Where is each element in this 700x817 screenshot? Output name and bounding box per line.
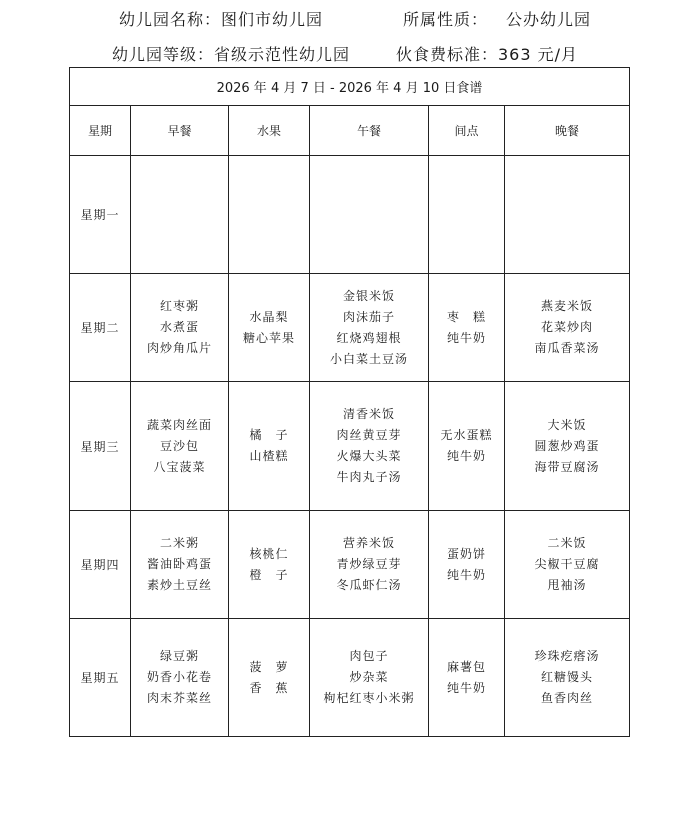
menu-item: 豆沙包: [159, 438, 199, 453]
menu-item: 橙 子: [249, 567, 289, 582]
menu-item: 水煮蛋: [159, 320, 199, 334]
menu-item: 山楂糕: [249, 449, 289, 463]
menu-item: 肉丝黄豆芽: [336, 428, 402, 442]
menu-item: 肉末芥菜丝: [146, 691, 212, 705]
dinner-cell: [505, 619, 630, 737]
column-header-lunch: 午餐: [310, 106, 429, 156]
snack-cell: [429, 619, 505, 737]
lunch-cell: [310, 511, 429, 619]
menu-item: 奶香小花卷: [146, 670, 212, 684]
menu-item: 纯牛奶: [446, 567, 486, 582]
dinner-cell: [505, 156, 630, 274]
kindergarten-grade: 幼儿园等级：省级示范性幼儿园: [112, 45, 351, 64]
menu-item: 牛肉丸子汤: [336, 470, 402, 484]
table-row: [70, 511, 630, 619]
menu-item: 蛋奶饼: [446, 546, 486, 561]
menu-item: 无水蛋糕: [440, 428, 493, 442]
menu-item: 枣 糕: [446, 309, 486, 324]
menu-item: 肉沫茄子: [342, 309, 395, 324]
menu-item: 纯牛奶: [446, 680, 486, 695]
day-cell: 星期一: [70, 156, 131, 274]
fruit-cell: [229, 619, 310, 737]
snack-cell: [429, 511, 505, 619]
menu-item: 炒杂菜: [349, 670, 389, 684]
table-title: 2026 年 4 月 7 日 - 2026 年 4 月 10 日食谱: [70, 68, 630, 106]
menu-item: 橘 子: [249, 428, 289, 442]
menu-item: 纯牛奶: [446, 330, 486, 345]
menu-item: 红糖馒头: [540, 670, 593, 684]
day-cell: 星期二: [70, 274, 131, 382]
menu-item: 香 蕉: [249, 680, 289, 695]
menu-item: 素炒土豆丝: [146, 578, 212, 592]
menu-item: 蔬菜肉丝面: [146, 417, 212, 432]
menu-item: 甩袖汤: [547, 578, 587, 592]
menu-item: 二米饭: [547, 536, 587, 550]
menu-item: 绿豆粥: [159, 649, 199, 663]
menu-item: 青炒绿豆芽: [336, 557, 402, 571]
menu-item: 花菜炒肉: [540, 320, 593, 334]
nature-label: 所属性质：: [403, 10, 489, 29]
menu-item: 麻薯包: [446, 659, 486, 674]
menu-item: 火爆大头菜: [336, 449, 402, 463]
lunch-cell: [310, 619, 429, 737]
menu-item: 圆葱炒鸡蛋: [534, 438, 600, 453]
breakfast-cell: [131, 156, 229, 274]
menu-item: 二米粥: [159, 536, 199, 550]
menu-item: 枸杞红枣小米粥: [323, 691, 415, 705]
table-row: [70, 619, 630, 737]
breakfast-cell: [131, 274, 229, 382]
menu-item: 珍珠疙瘩汤: [534, 649, 600, 663]
fruit-cell: [229, 382, 310, 511]
snack-cell: [429, 382, 505, 511]
menu-item: 小白菜土豆汤: [329, 351, 408, 366]
menu-item: 水晶梨: [249, 309, 289, 324]
table-row: [70, 156, 630, 274]
column-header-snack: 间点: [429, 106, 505, 156]
menu-item: 鱼香肉丝: [540, 691, 593, 705]
lunch-cell: [310, 382, 429, 511]
day-cell: 星期四: [70, 511, 131, 619]
menu-item: 肉炒角瓜片: [146, 341, 212, 355]
column-header-day: 星期: [70, 106, 131, 156]
menu-item: 红枣粥: [159, 299, 199, 313]
table-header-row: [70, 106, 630, 156]
menu-item: 燕麦米饭: [540, 299, 593, 313]
day-cell: 星期三: [70, 382, 131, 511]
menu-item: 红烧鸡翅根: [336, 330, 402, 345]
nature-value: 公办幼儿园: [506, 10, 592, 29]
fruit-cell: [229, 156, 310, 274]
dinner-cell: [505, 511, 630, 619]
menu-item: 大米饭: [547, 417, 587, 432]
breakfast-cell: [131, 382, 229, 511]
breakfast-cell: [131, 511, 229, 619]
menu-item: 肉包子: [349, 649, 389, 663]
fruit-cell: [229, 511, 310, 619]
menu-item: 糖心苹果: [242, 330, 295, 345]
lunch-cell: [310, 156, 429, 274]
kindergarten-name: 幼儿园名称：图们市幼儿园: [119, 10, 324, 29]
day-cell: 星期五: [70, 619, 131, 737]
table-row: [70, 274, 630, 382]
dinner-cell: [505, 274, 630, 382]
column-header-breakfast: 早餐: [131, 106, 229, 156]
column-header-fruit: 水果: [229, 106, 310, 156]
menu-item: 海带豆腐汤: [534, 459, 600, 474]
menu-item: 酱油卧鸡蛋: [146, 557, 212, 571]
menu-item: 营养米饭: [342, 536, 395, 550]
menu-item: 核桃仁: [249, 546, 289, 561]
column-header-dinner: 晚餐: [505, 106, 630, 156]
dinner-cell: [505, 382, 630, 511]
lunch-cell: [310, 274, 429, 382]
menu-item: 八宝菠菜: [153, 459, 206, 474]
meal-fee: 伙食费标准：363 元/月: [396, 45, 579, 64]
breakfast-cell: [131, 619, 229, 737]
menu-item: 尖椒干豆腐: [534, 557, 600, 571]
table-title-row: [70, 68, 630, 106]
snack-cell: [429, 156, 505, 274]
menu-item: 冬瓜虾仁汤: [336, 578, 402, 592]
fruit-cell: [229, 274, 310, 382]
table-row: [70, 382, 630, 511]
menu-item: 纯牛奶: [446, 449, 486, 463]
menu-item: 金银米饭: [342, 288, 395, 303]
snack-cell: [429, 274, 505, 382]
menu-item: 南瓜香菜汤: [534, 341, 600, 355]
menu-item: 菠 萝: [249, 659, 289, 674]
menu-item: 清香米饭: [342, 407, 395, 421]
menu-table: [69, 67, 630, 737]
